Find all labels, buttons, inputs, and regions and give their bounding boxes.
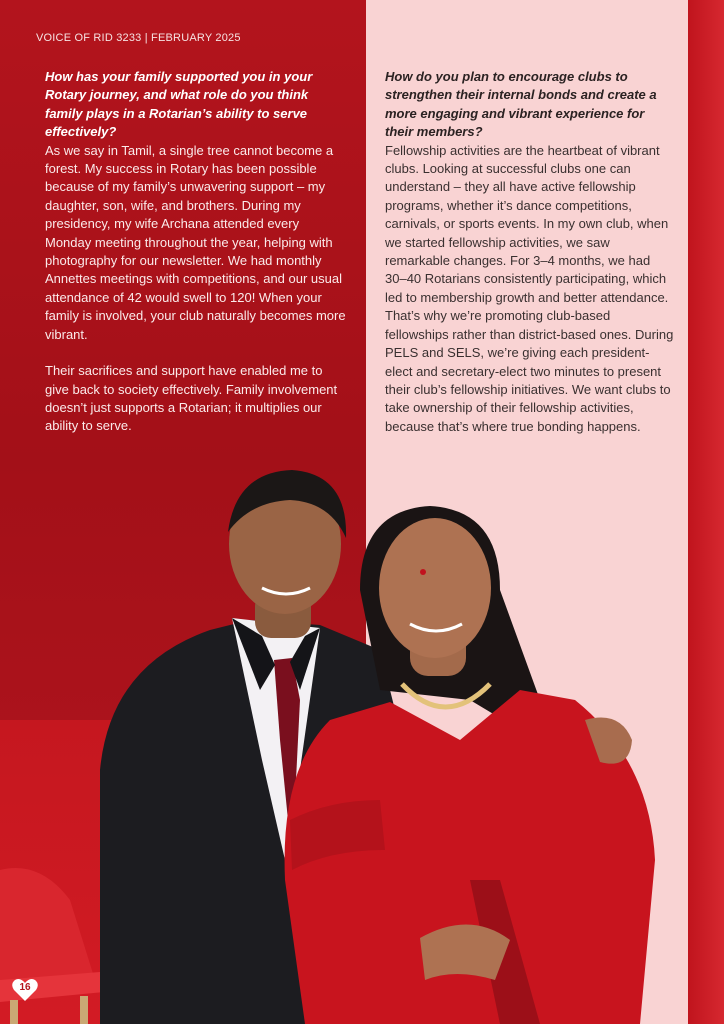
couple-portrait-photo (0, 440, 724, 1024)
woman-figure (285, 506, 655, 1024)
running-head: VOICE OF RID 3233 | FEBRUARY 2025 (36, 32, 241, 44)
answer-family-support: As we say in Tamil, a single tree cannot become a forest. My success in Rotary has been possible because of my family’s unwavering support – my daughter, son, wife, and brothers. During my presidency, my wife Archana attended every Monday meeting throughout the year, helping with photography for our newsletter. We had monthly Annettes meetings with competitions, and our usual attendance of 42 would swell to 120! When your family is involved, your club naturally becomes more vibrant. (45, 142, 346, 342)
page-number: 16 (19, 982, 31, 993)
question-family-support: How has your family supported you in your Rotary journey, and what role do you think family plays in a Rotarian’s ability to serve effectively? (45, 69, 313, 140)
question-club-bonds: How do you plan to encourage clubs to strengthen their internal bonds and create a more engaging and vibrant experience for their members? (385, 69, 657, 140)
left-interview-column (45, 68, 347, 436)
answer-club-bonds: Fellowship activities are the heartbeat of vibrant clubs. Looking at successful clubs one can understand – they all have active fellowship programs, whether it’s dance competitions, carnivals, or sports events. In my own club, when we started fellowship activities, we saw remarkable changes. For 3–4 months, we had 30–40 Rotarians consistently participating, which led to membership growth and better attendance. That’s why we’re promoting club-based fellowships rather than district-based ones. During PELS and SELS, we’re giving each president-elect and secretary-elect two minutes to present their club’s fellowship initiatives. We want clubs to take ownership of their fellowship activities, because that’s where true bonding happens. (385, 142, 674, 434)
answer-family-support-continued: Their sacrifices and support have enabled me to give back to society effectively. Family involvement doesn’t just supports a Rotarian; it multiplies our ability to serve. (45, 363, 338, 434)
right-interview-column (385, 68, 675, 436)
